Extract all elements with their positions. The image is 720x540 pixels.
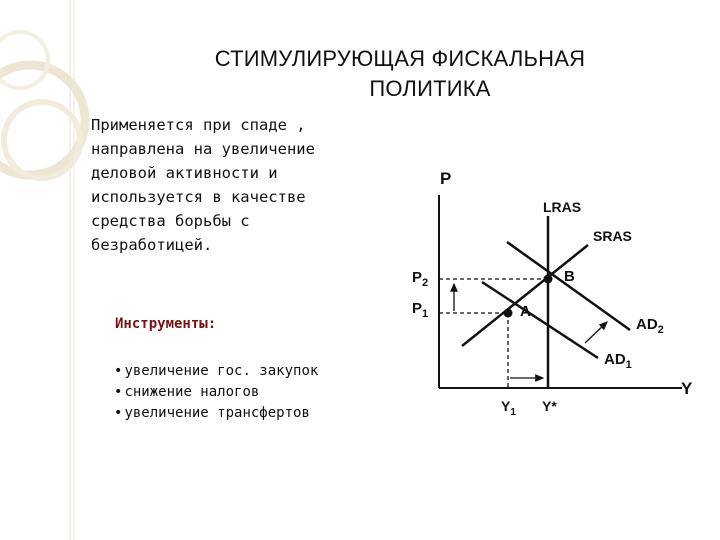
point-a-marker: [504, 309, 513, 318]
description-text: Применяется при спаде , направлена на увеличение деловой активности и используется в качестве средства борьбы с безработицей.: [91, 116, 315, 254]
sras-label: SRAS: [593, 228, 632, 244]
ad2-label: $AD_2$: [636, 316, 664, 336]
axis-label-y: Y: [681, 379, 693, 398]
point-b-label: B: [564, 268, 575, 285]
point-b-marker: [544, 275, 553, 284]
ad-shift-arrow: [585, 322, 607, 343]
decorative-strip: [0, 0, 90, 540]
tick-y1: $Y_1$: [501, 398, 516, 418]
tools-list: [114, 361, 318, 424]
axis-label-p: P: [440, 169, 452, 188]
page-title: [120, 44, 680, 104]
tool-item-taxes: • снижение налогов: [114, 382, 318, 403]
lras-label: LRAS: [543, 199, 582, 215]
ad-as-diagram: [400, 150, 700, 440]
title-line-2: ПОЛИТИКА: [369, 76, 491, 101]
tool-item-purchases: • увеличение гос. закупок: [114, 361, 318, 382]
tool-item-transfers: • увеличение трансфертов: [114, 403, 318, 424]
ad1-label: $AD_1$: [604, 351, 632, 371]
point-a-label: A: [520, 303, 531, 320]
title-line-1: СТИМУЛИРУЮЩАЯ ФИСКАЛЬНАЯ: [214, 46, 586, 71]
tick-p1: $P_1$: [412, 300, 429, 320]
sras-line: [462, 245, 588, 346]
tick-ystar: Y*: [542, 398, 557, 414]
tools-heading: Инструменты:: [115, 316, 217, 332]
tick-p2: $P_2$: [412, 269, 429, 289]
